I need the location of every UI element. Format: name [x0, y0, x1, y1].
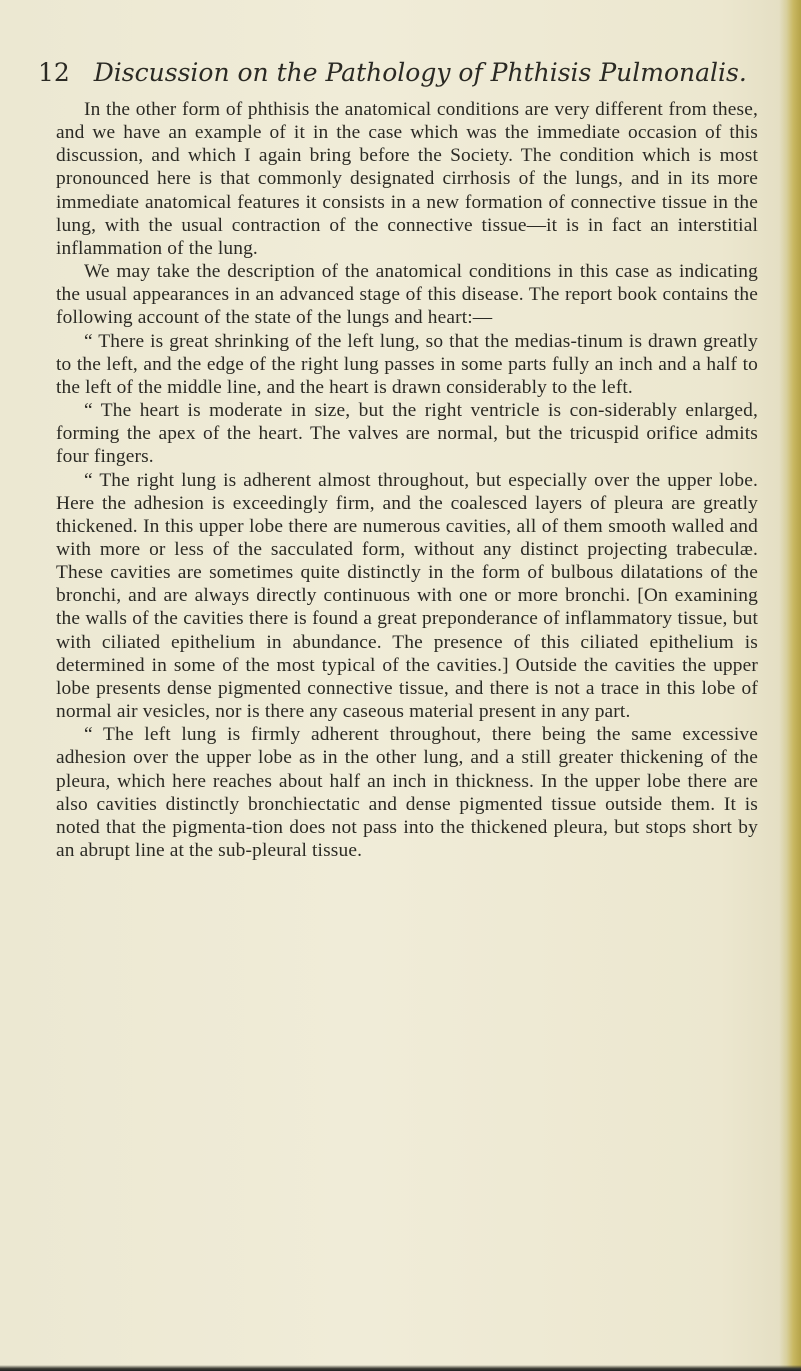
- paragraph: “ The left lung is firmly adherent throughout, there being the same excessive adhesion over the upper lobe as in the other lung, and a still greater thickening of the pleura, which here reaches about half an inch in thickness. In the upper lobe there are also cavities distinctly bronchiectatic and dense pigmented tissue outside them. It is noted that the pigmenta-tion does not pass into the thickened pleura, but stops short by an abrupt line at the sub-pleural tissue.: [56, 724, 758, 861]
- paragraph: We may take the description of the anatomical conditions in this case as indicating the usual appearances in an advanced stage of this disease. The report book contains the following account of the state of the lungs and heart:—: [56, 261, 758, 329]
- paragraph: “ The right lung is adherent almost throughout, but especially over the upper lobe. Here the adhesion is exceedingly firm, and the coalesced layers of pleura are greatly thickened. In this upper lobe there are numerous cavities, all of them smooth walled and with more or less of the sacculated form, without any distinct projecting trabeculæ. These cavities are sometimes quite distinctly in the form of bulbous dilatations of the bronchi, and are always directly continuous with one or more bronchi. [On examining the walls of the cavities there is found a great preponderance of inflammatory tissue, but with ciliated epithelium in abundance. The presence of this ciliated epithelium is determined in some of the most typical of the cavities.] Outside the cavities the upper lobe presents dense pigmented connective tissue, and there is not a trace in this lobe of normal air vesicles, nor is there any caseous material present in any part.: [56, 469, 758, 723]
- running-title: Discussion on the Pathology of Phthisis Pulmonalis.: [93, 58, 747, 87]
- page-header: [38, 58, 747, 88]
- body-text: [56, 98, 758, 862]
- paragraph: “ The heart is moderate in size, but the right ventricle is con-siderably enlarged, forming the apex of the heart. The valves are normal, but the tricuspid orifice admits four fingers.: [56, 400, 758, 468]
- paragraph: “ There is great shrinking of the left lung, so that the medias-tinum is drawn greatly to the left, and the edge of the right lung passes in some parts fully an inch and a half to the left of the middle line, and the heart is drawn considerably to the left.: [56, 330, 758, 398]
- paragraph: In the other form of phthisis the anatomical conditions are very different from these, and we have an example of it in the case which was the immediate occasion of this discussion, and which I again bring before the Society. The condition which is most pronounced here is that commonly designated cirrhosis of the lungs, and in its more immediate anatomical features it consists in a new formation of connective tissue in the lung, with the usual contraction of the connective tissue—it is in fact an interstitial inflammation of the lung.: [56, 99, 758, 259]
- page-edge-bottom: [0, 1365, 801, 1371]
- page-number: 12: [38, 58, 70, 87]
- page-edge-right: [779, 0, 801, 1371]
